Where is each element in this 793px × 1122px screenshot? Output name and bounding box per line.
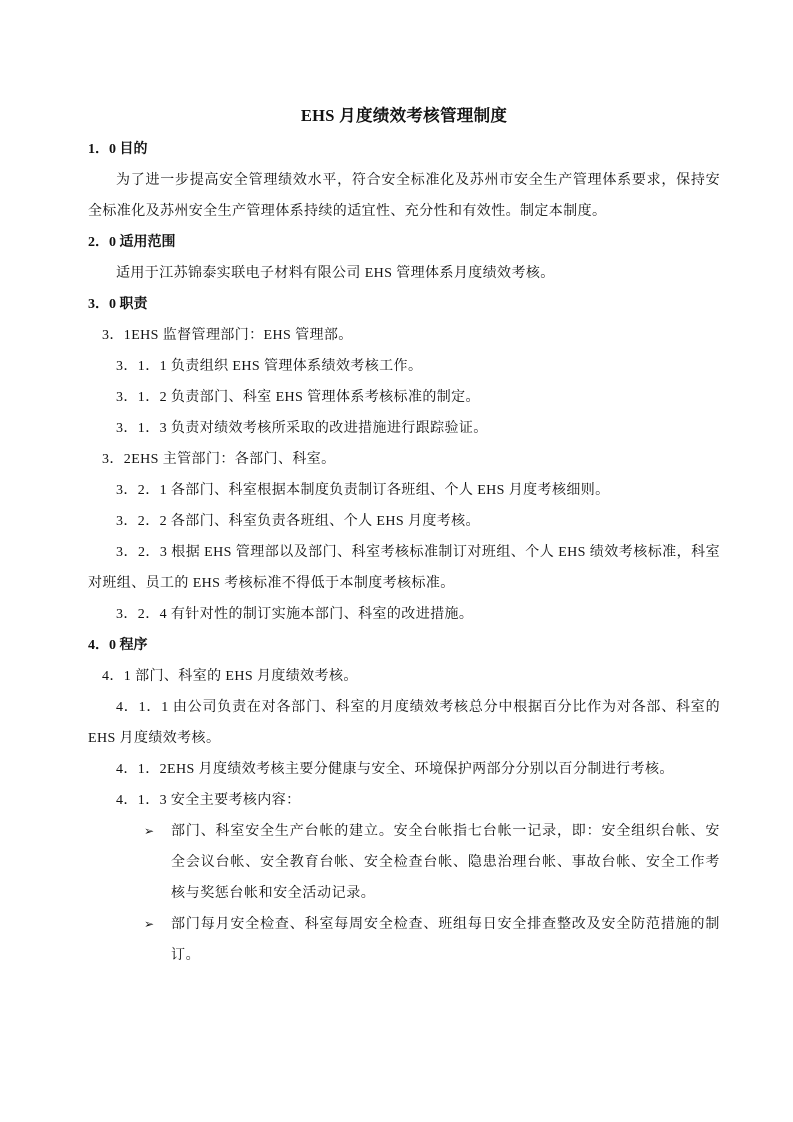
section-4-1-1: 4．1．1 由公司负责在对各部门、科室的月度绩效考核总分中根据百分比作为对各部、科室的 EHS 月度绩效考核。 [88,700,720,746]
arrowhead-bullet-icon: ➢ [144,824,155,838]
document-title: EHS 月度绩效考核管理制度 [300,106,508,125]
section-3-1-2: 3．1．2 负责部门、科室 EHS 管理体系考核标准的制定。 [116,390,480,405]
section-2-heading: 2．0 适用范围 [88,235,176,250]
document-page [88,100,720,971]
section-2-body: 适用于江苏锦泰实联电子材料有限公司 EHS 管理体系月度绩效考核。 [116,266,555,281]
section-4-1-2: 4．1．2EHS 月度绩效考核主要分健康与安全、环境保护两部分分别以百分制进行考核。 [116,762,674,777]
section-1-heading: 1．0 目的 [88,142,148,157]
list-item [88,909,720,971]
section-4-heading: 4．0 程序 [88,638,148,653]
bullet-text: 部门、科室安全生产台帐的建立。安全台帐指七台帐一记录，即：安全组织台帐、安全会议台帐、安全教育台帐、安全检查台帐、隐患治理台帐、事故台帐、安全工作考核与奖惩台帐和安全活动记录。 [171,824,720,901]
bullet-text: 部门每月安全检查、科室每周安全检查、班组每日安全排查整改及安全防范措施的制订。 [171,917,720,963]
section-3-1-3: 3．1．3 负责对绩效考核所采取的改进措施进行跟踪验证。 [116,421,488,436]
list-item [88,816,720,909]
section-3-2-label: 3．2EHS 主管部门：各部门、科室。 [102,452,336,467]
section-4-1-label: 4．1 部门、科室的 EHS 月度绩效考核。 [102,669,358,684]
section-3-heading: 3．0 职责 [88,297,148,312]
section-3-2-2: 3．2．2 各部门、科室负责各班组、个人 EHS 月度考核。 [116,514,480,529]
section-3-2-1: 3．2．1 各部门、科室根据本制度负责制订各班组、个人 EHS 月度考核细则。 [116,483,610,498]
section-4-1-3: 4．1．3 安全主要考核内容： [116,793,301,808]
arrowhead-bullet-icon: ➢ [144,917,155,931]
section-3-1-1: 3．1．1 负责组织 EHS 管理体系绩效考核工作。 [116,359,423,374]
section-1-body: 为了进一步提高安全管理绩效水平，符合安全标准化及苏州市安全生产管理体系要求，保持安全标准化及苏州安全生产管理体系持续的适宜性、充分性和有效性。制定本制度。 [88,173,720,219]
section-3-2-3: 3．2．3 根据 EHS 管理部以及部门、科室考核标准制订对班组、个人 EHS 绩效考核标准，科室对班组、员工的 EHS 考核标准不得低于本制度考核标准。 [88,545,720,591]
section-3-2-4: 3．2．4 有针对性的制订实施本部门、科室的改进措施。 [116,607,474,622]
section-3-1-label: 3．1EHS 监督管理部门：EHS 管理部。 [102,328,353,343]
safety-assessment-list [88,816,720,971]
